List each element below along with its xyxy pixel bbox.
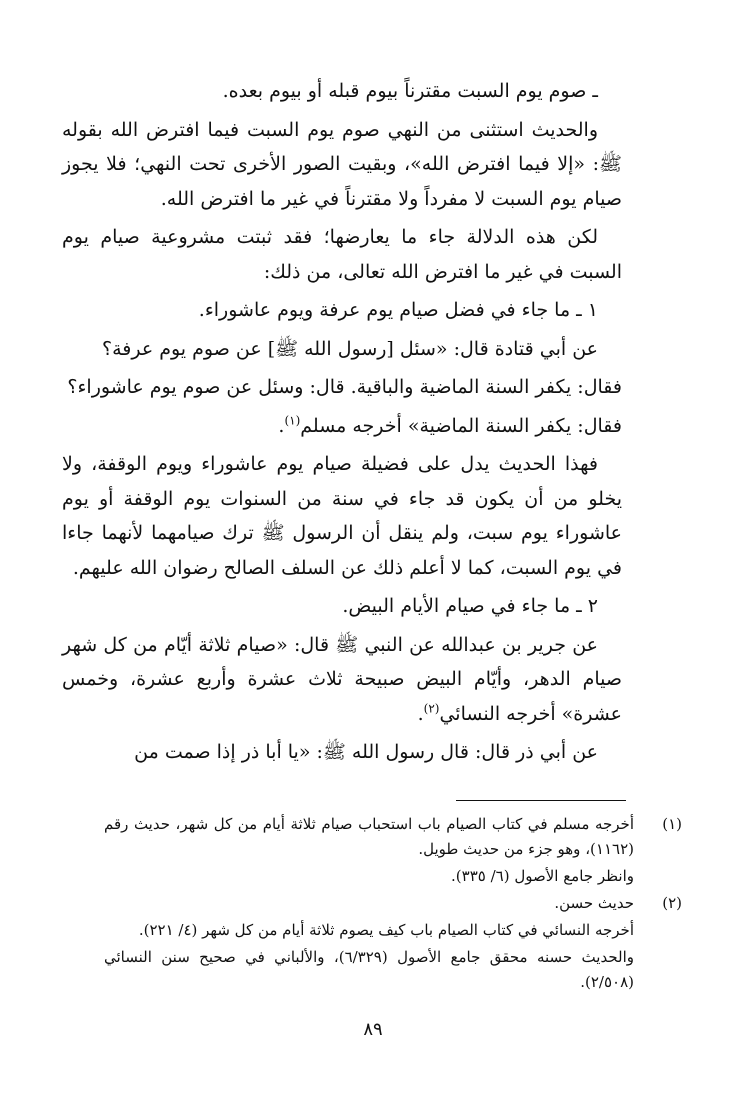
footnote-line: أخرجه النسائي في كتاب الصيام باب كيف يصوم ثلاثة أيام من كل شهر (٤/ ٢٢١).	[138, 921, 634, 939]
paragraph-commentary: فهذا الحديث يدل على فضيلة صيام يوم عاشوراء ويوم الوقفة، ولا يخلو من أن يكون قد جاء في سنة من السنوات يوم الوقفة أو يوم عاشوراء يوم سبت، ولم ينقل أن الرسول ﷺ ترك صيامهما لأنهما جاءا في يوم السبت، كما لا أعلم ذلك عن السلف الصالح رضوان الله عليهم.	[62, 453, 622, 579]
paragraph-3: لكن هذه الدلالة جاء ما يعارضها؛ فقد ثبتت مشروعية صيام يوم السبت في غير ما افترض الله تعالى، من ذلك:	[62, 226, 622, 283]
heading-item-2: ٢ ـ ما جاء في صيام الأيام البيض.	[342, 595, 598, 617]
period: .	[278, 414, 285, 437]
footnotes	[104, 812, 682, 997]
footnote-line: والحديث حسنه محقق جامع الأصول (٦/٣٢٩)، والألباني في صحيح سنن النسائي (٢/٥٠٨).	[104, 948, 634, 991]
heading-item-1: ١ ـ ما جاء في فضل صيام يوم عرفة ويوم عاشوراء.	[198, 299, 598, 321]
footnote-ref-2: (٢)	[423, 701, 440, 716]
hadith-jarir-text: عن جرير بن عبدالله عن النبي ﷺ قال: «صيام ثلاثة أيّام من كل شهر صيام الدهر، وأيّام البيض صبيحة ثلاث عشرة وأربع عشرة، وخمس عشرة» أخرجه النسائي	[62, 633, 622, 725]
page-number: ٨٩	[363, 1019, 383, 1040]
footnote-number: (١)	[662, 815, 682, 833]
hadith-abu-qatada-line-3	[62, 409, 622, 444]
hadith-jarir	[62, 628, 622, 732]
period: .	[417, 702, 424, 725]
footnote-1	[104, 812, 682, 891]
footnote-line: أخرجه مسلم في كتاب الصيام باب استحباب صيام ثلاثة أيام من كل شهر، حديث رقم (١١٦٢)، وهو جزء من حديث طويل.	[104, 815, 634, 858]
footnote-line: وانظر جامع الأصول (٦/ ٣٣٥).	[451, 867, 634, 885]
paragraph-2: والحديث استثنى من النهي صوم يوم السبت فيما افترض الله بقوله ﷺ: «إلا فيما افترض الله»، وبقيت الصور الأخرى تحت النهي؛ فلا يجوز صيام يوم السبت لا مفرداً ولا مقترناً في غير ما افترض الله.	[62, 118, 622, 210]
footnote-ref-1: (١)	[284, 413, 301, 428]
footnote-separator	[456, 800, 626, 801]
footnote-line: حديث حسن.	[554, 894, 634, 912]
hadith-abu-qatada-line-2: فقال: يكفر السنة الماضية والباقية. قال: وسئل عن صوم يوم عاشوراء؟	[67, 376, 622, 398]
hadith-abu-qatada-text: فقال: يكفر السنة الماضية» أخرجه مسلم	[300, 414, 622, 437]
footnote-body	[104, 891, 634, 997]
footnote-body	[104, 812, 634, 891]
footnote-2	[104, 891, 682, 997]
footnote-number: (٢)	[662, 894, 682, 912]
main-text	[62, 74, 622, 774]
hadith-abu-dharr: عن أبي ذر قال: قال رسول الله ﷺ: «يا أبا ذر إذا صمت من	[134, 741, 598, 763]
hadith-abu-qatada-line-1: عن أبي قتادة قال: «سئل [رسول الله ﷺ] عن صوم يوم عرفة؟	[102, 337, 598, 360]
paragraph-1: ـ صوم يوم السبت مقترناً بيوم قبله أو بيوم بعده.	[222, 80, 598, 102]
